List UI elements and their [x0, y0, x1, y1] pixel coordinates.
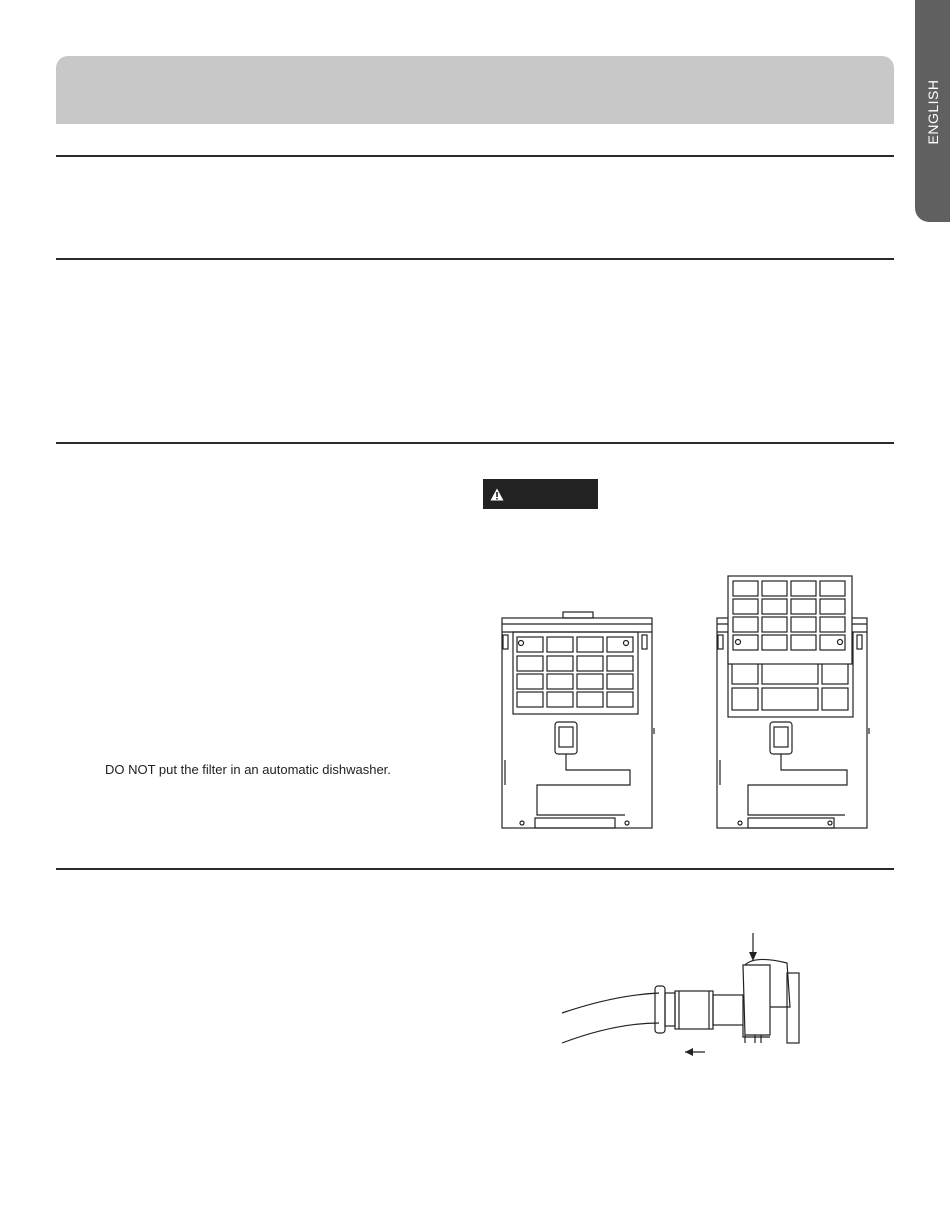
language-tab-label: ENGLISH: [924, 79, 941, 145]
warning-triangle-icon: [490, 488, 504, 501]
section-divider: [56, 442, 894, 444]
header-band: [56, 56, 894, 124]
dishwasher-warning-text: DO NOT put the filter in an automatic dishwasher.: [105, 762, 391, 777]
language-tab[interactable]: [915, 0, 950, 222]
warning-box: [483, 479, 598, 509]
section-divider: [56, 868, 894, 870]
unit-rear-filter-removed: [710, 570, 880, 835]
drain-hose-connector-diagram: [555, 925, 815, 1065]
drain-direction-arrow-icon: [685, 1048, 693, 1056]
section-divider: [56, 258, 894, 260]
unit-rear-filter-installed: [495, 610, 665, 835]
section-divider: [56, 155, 894, 157]
